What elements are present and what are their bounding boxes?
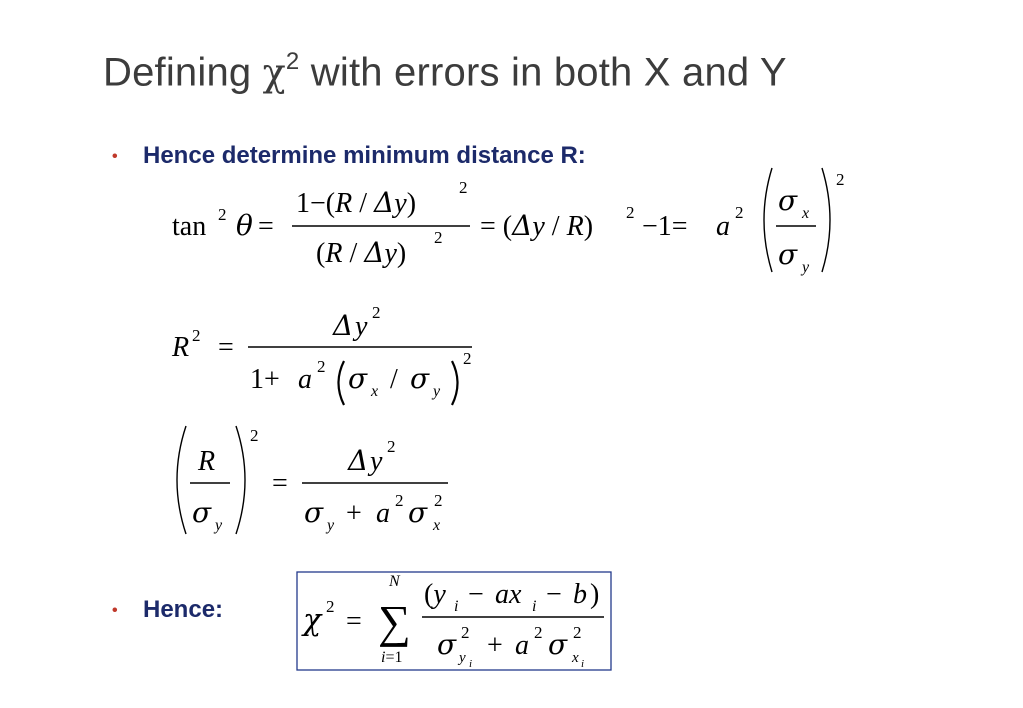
svg-text:+: +: [346, 498, 362, 529]
svg-text:σ: σ: [410, 362, 430, 395]
svg-text:χ: χ: [303, 603, 322, 638]
svg-text:2: 2: [192, 326, 201, 345]
svg-text:x: x: [371, 383, 379, 400]
title-suffix: with errors in both X and Y: [299, 50, 787, 95]
svg-text:2: 2: [395, 491, 404, 510]
svg-text:y: y: [459, 650, 466, 666]
svg-text:a: a: [515, 630, 529, 661]
equation-tan-theta: [172, 168, 845, 276]
svg-text:=: =: [218, 332, 234, 363]
bullet-1-text: Hence determine minimum distance R:: [143, 142, 586, 169]
svg-text:2: 2: [735, 203, 744, 222]
svg-text:a: a: [716, 211, 730, 242]
svg-text:2: 2: [250, 426, 259, 445]
svg-text:y: y: [802, 259, 810, 276]
svg-text:ax: ax: [495, 579, 522, 610]
svg-text:(R / Δy): (R / Δy): [316, 236, 407, 269]
svg-text:2: 2: [326, 597, 335, 616]
svg-text:σ: σ: [778, 238, 798, 271]
svg-text:2: 2: [459, 178, 468, 197]
svg-text:i: i: [581, 658, 585, 670]
svg-text:a: a: [376, 498, 390, 529]
title-chi-symbol: χ: [262, 50, 286, 95]
svg-text:=: =: [346, 606, 362, 637]
svg-text:R: R: [198, 446, 216, 477]
svg-text:2: 2: [387, 437, 396, 456]
svg-text:/: /: [390, 364, 398, 395]
svg-text:σ: σ: [778, 184, 798, 217]
svg-text:2: 2: [463, 349, 472, 368]
svg-text:2: 2: [372, 303, 381, 322]
svg-text:x: x: [572, 650, 579, 666]
svg-text:Δ: Δ: [333, 309, 354, 342]
svg-text:1−(R / Δy): 1−(R / Δy): [296, 186, 417, 219]
svg-text:−: −: [468, 579, 484, 610]
svg-text:b: b: [573, 579, 587, 610]
equation-r-squared: [171, 303, 472, 405]
svg-text:σ: σ: [408, 496, 428, 529]
bullet-2-text: Hence:: [143, 596, 224, 623]
svg-text:2: 2: [218, 205, 227, 224]
svg-text:(y: (y: [424, 579, 446, 610]
svg-text:y: y: [355, 311, 368, 342]
svg-text:σ: σ: [192, 496, 212, 529]
svg-text:σ: σ: [304, 496, 324, 529]
svg-text:+: +: [487, 630, 503, 661]
svg-text:i: i: [469, 658, 473, 670]
svg-text:y: y: [433, 383, 441, 400]
svg-text:2: 2: [317, 357, 326, 376]
svg-text:2: 2: [434, 228, 443, 247]
svg-text:2: 2: [573, 623, 582, 642]
svg-text:∑: ∑: [378, 596, 411, 647]
equation-chi-squared-boxed: [297, 572, 611, 670]
svg-text:=: =: [258, 211, 274, 242]
title-prefix: Defining: [103, 50, 263, 95]
svg-text:x: x: [802, 205, 810, 222]
svg-text:y: y: [370, 446, 383, 477]
title-superscript: 2: [285, 48, 300, 75]
svg-text:i=1: i=1: [381, 649, 403, 666]
svg-text:σ: σ: [437, 628, 457, 661]
svg-text:): ): [590, 579, 600, 610]
svg-text:θ: θ: [236, 209, 253, 242]
svg-text:a: a: [298, 364, 312, 395]
svg-text:y: y: [215, 517, 223, 534]
svg-text:N: N: [389, 573, 400, 590]
svg-text:1+: 1+: [250, 364, 280, 395]
svg-text:2: 2: [626, 203, 635, 222]
bullet-marker: •: [112, 148, 118, 165]
svg-text:tan: tan: [172, 211, 207, 242]
svg-text:−1=: −1=: [642, 211, 688, 242]
svg-text:2: 2: [461, 623, 470, 642]
svg-text:2: 2: [836, 170, 845, 189]
svg-text:i: i: [454, 598, 459, 615]
svg-text:2: 2: [534, 623, 543, 642]
svg-text:Δ: Δ: [348, 444, 369, 477]
svg-text:y: y: [327, 517, 335, 534]
svg-text:x: x: [433, 517, 441, 534]
bullet-marker: •: [112, 602, 118, 619]
svg-text:−: −: [546, 579, 562, 610]
svg-text:R: R: [172, 332, 190, 363]
svg-text:=: =: [272, 468, 288, 499]
equation-r-over-sigma: [177, 426, 448, 534]
svg-text:σ: σ: [548, 628, 568, 661]
svg-text:2: 2: [434, 491, 443, 510]
svg-text:i: i: [532, 598, 537, 615]
svg-text:σ: σ: [348, 362, 368, 395]
svg-text:= (Δy / R): = (Δy / R): [480, 209, 594, 242]
